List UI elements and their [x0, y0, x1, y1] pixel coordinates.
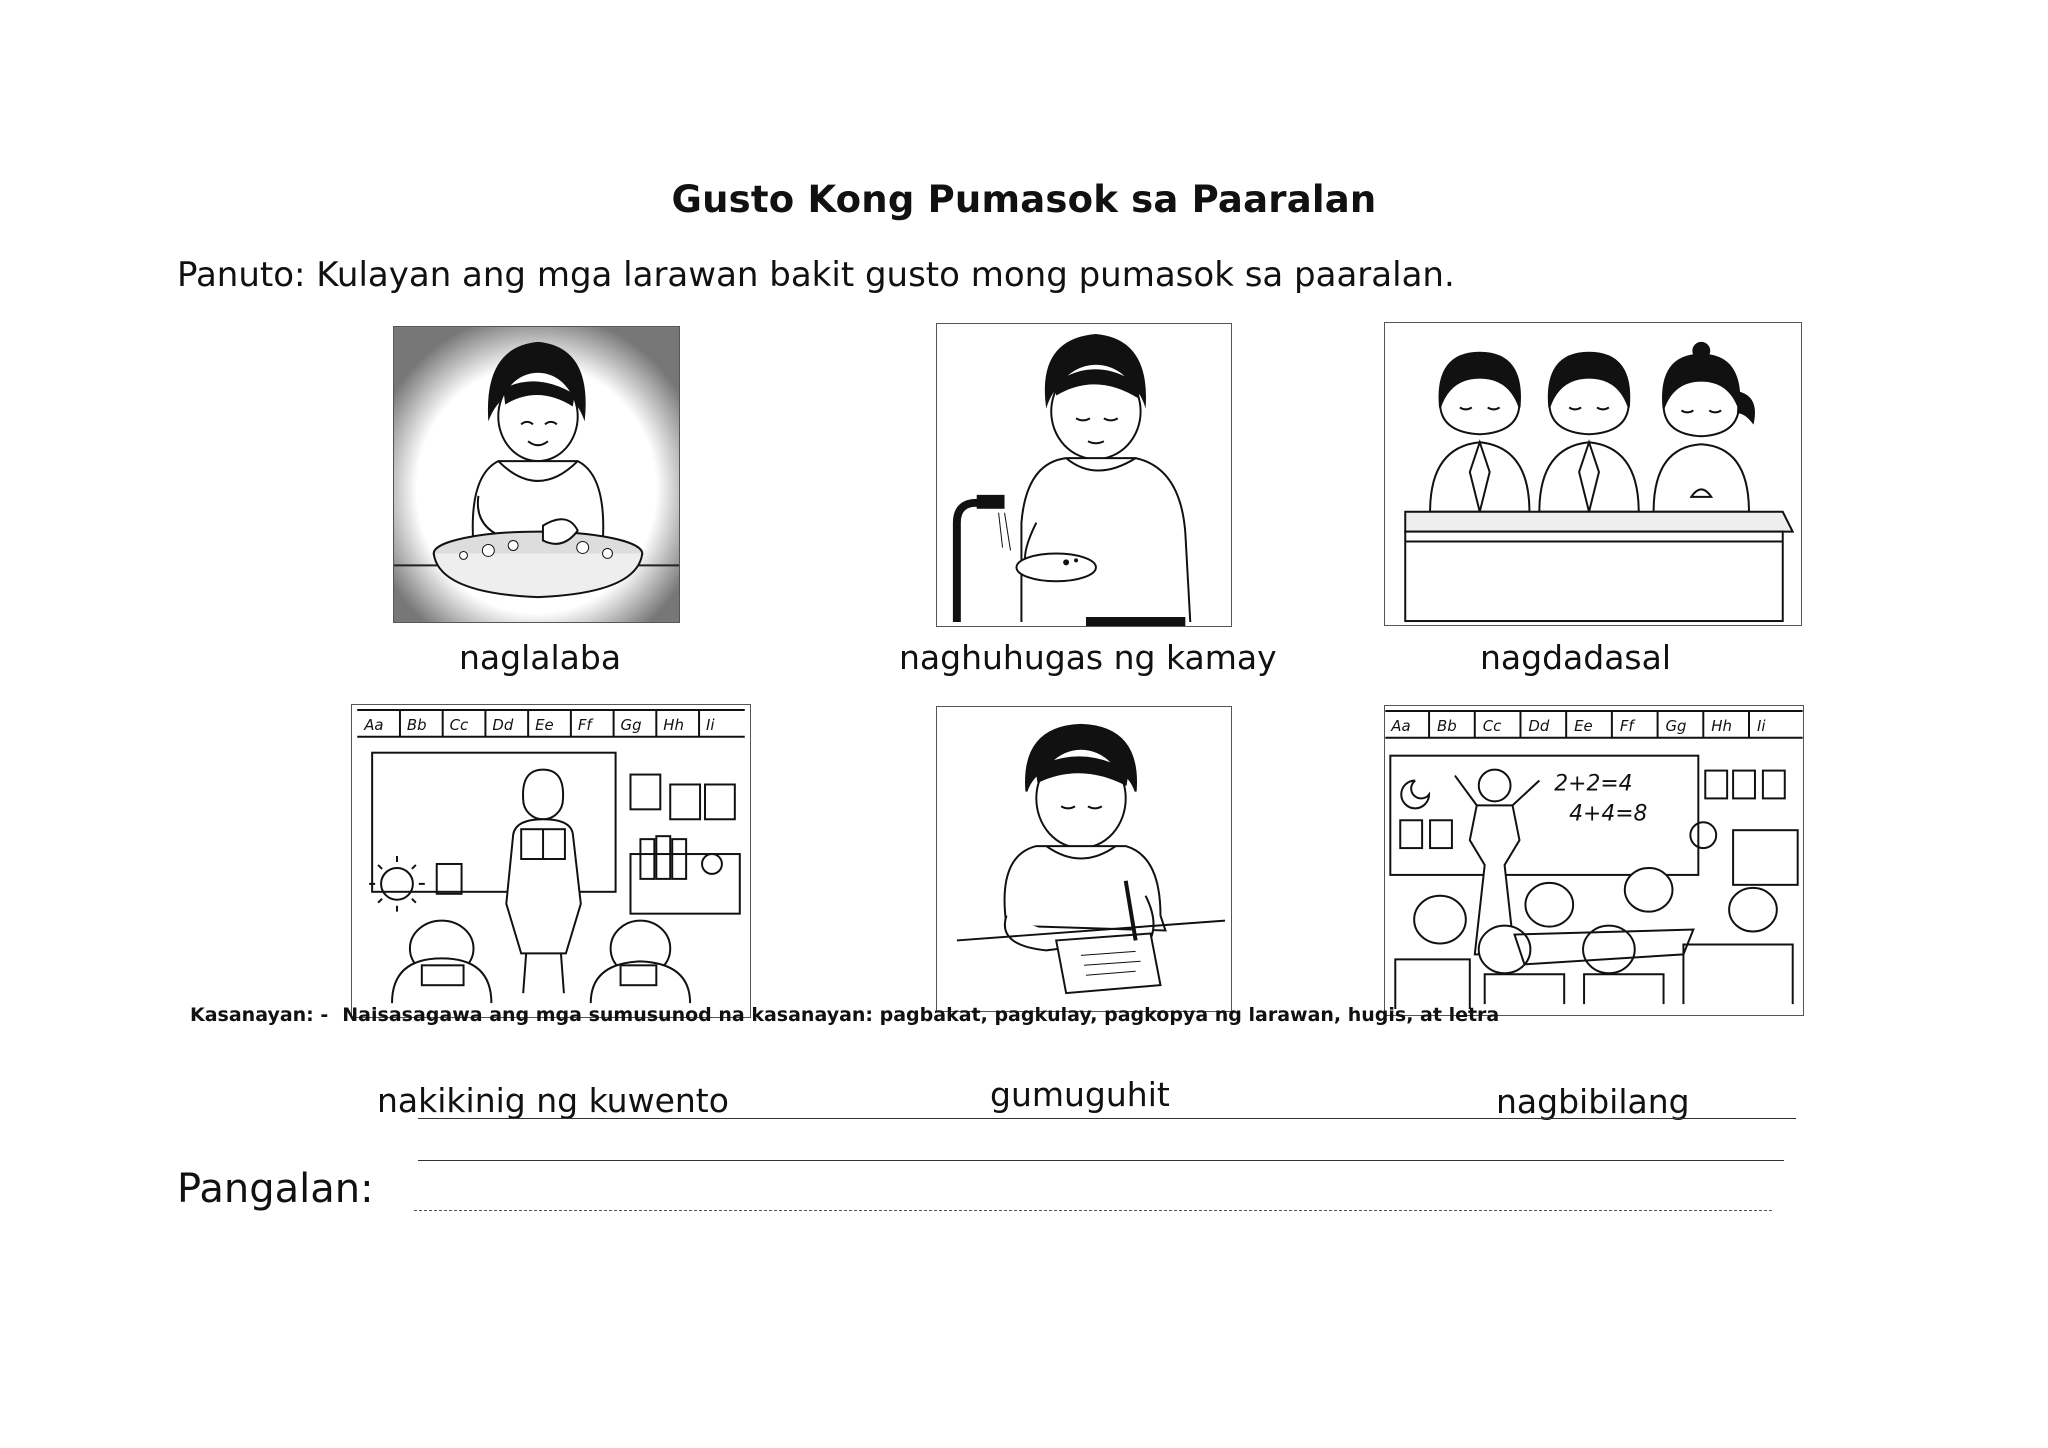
- skill-note: [190, 1004, 1513, 1026]
- alpha-cc: Cc: [1482, 716, 1502, 735]
- alpha-ff: Ff: [577, 715, 592, 734]
- board-math-2: 4+4=8: [1569, 801, 1648, 827]
- board-math-1: 2+2=4: [1554, 771, 1633, 797]
- caption-laundry: naglalaba: [459, 638, 622, 677]
- alpha-hh: Hh: [663, 715, 684, 734]
- alpha-ii: Ii: [1756, 716, 1766, 735]
- writing-line-top: [418, 1118, 1796, 1119]
- instruction-text: Panuto: Kulayan ang mga larawan bakit gusto mong pumasok sa paaralan.: [177, 255, 1455, 295]
- counting-icon: [1385, 706, 1803, 1015]
- name-label: Pangalan:: [177, 1166, 374, 1212]
- name-field-line[interactable]: [414, 1210, 1772, 1211]
- alpha-gg: Gg: [1665, 716, 1687, 735]
- alpha-ee: Ee: [535, 715, 554, 734]
- alpha-aa: Aa: [364, 715, 384, 734]
- caption-handwashing: naghuhugas ng kamay: [899, 638, 1277, 677]
- handwashing-picture: [936, 323, 1232, 627]
- counting-picture: [1384, 705, 1804, 1016]
- laundry-icon: [394, 327, 679, 622]
- caption-counting: nagbibilang: [1496, 1082, 1690, 1121]
- alpha-ee: Ee: [1574, 716, 1593, 735]
- storytime-icon: [352, 705, 750, 1017]
- handwashing-icon: [937, 324, 1231, 626]
- alpha-gg: Gg: [620, 715, 642, 734]
- caption-praying: nagdadasal: [1480, 638, 1672, 677]
- alpha-dd: Dd: [492, 715, 514, 734]
- praying-picture: [1384, 322, 1802, 626]
- alpha-aa: Aa: [1391, 716, 1411, 735]
- drawing-picture: [936, 706, 1232, 1012]
- alpha-hh: Hh: [1711, 716, 1732, 735]
- writing-line-bottom: [418, 1160, 1784, 1161]
- laundry-picture: [393, 326, 680, 623]
- alpha-ii: Ii: [706, 715, 715, 734]
- drawing-icon: [937, 707, 1231, 1011]
- skill-text: Naisasagawa ang mga sumusunod na kasanayan: pagbakat, pagkulay, pagkopya ng larawan, hugis, at letra: [342, 1004, 1500, 1026]
- alpha-dd: Dd: [1528, 716, 1550, 735]
- alpha-cc: Cc: [449, 715, 469, 734]
- storytime-picture: [351, 704, 751, 1018]
- alpha-ff: Ff: [1619, 716, 1634, 735]
- caption-drawing: gumuguhit: [990, 1075, 1170, 1114]
- alpha-bb: Bb: [1437, 716, 1457, 735]
- caption-storytime: nakikinig ng kuwento: [377, 1081, 729, 1120]
- praying-icon: [1385, 323, 1801, 625]
- alpha-bb: Bb: [406, 715, 427, 734]
- page-title: Gusto Kong Pumasok sa Paaralan: [671, 178, 1377, 221]
- skill-label: Kasanayan: -: [190, 1004, 329, 1026]
